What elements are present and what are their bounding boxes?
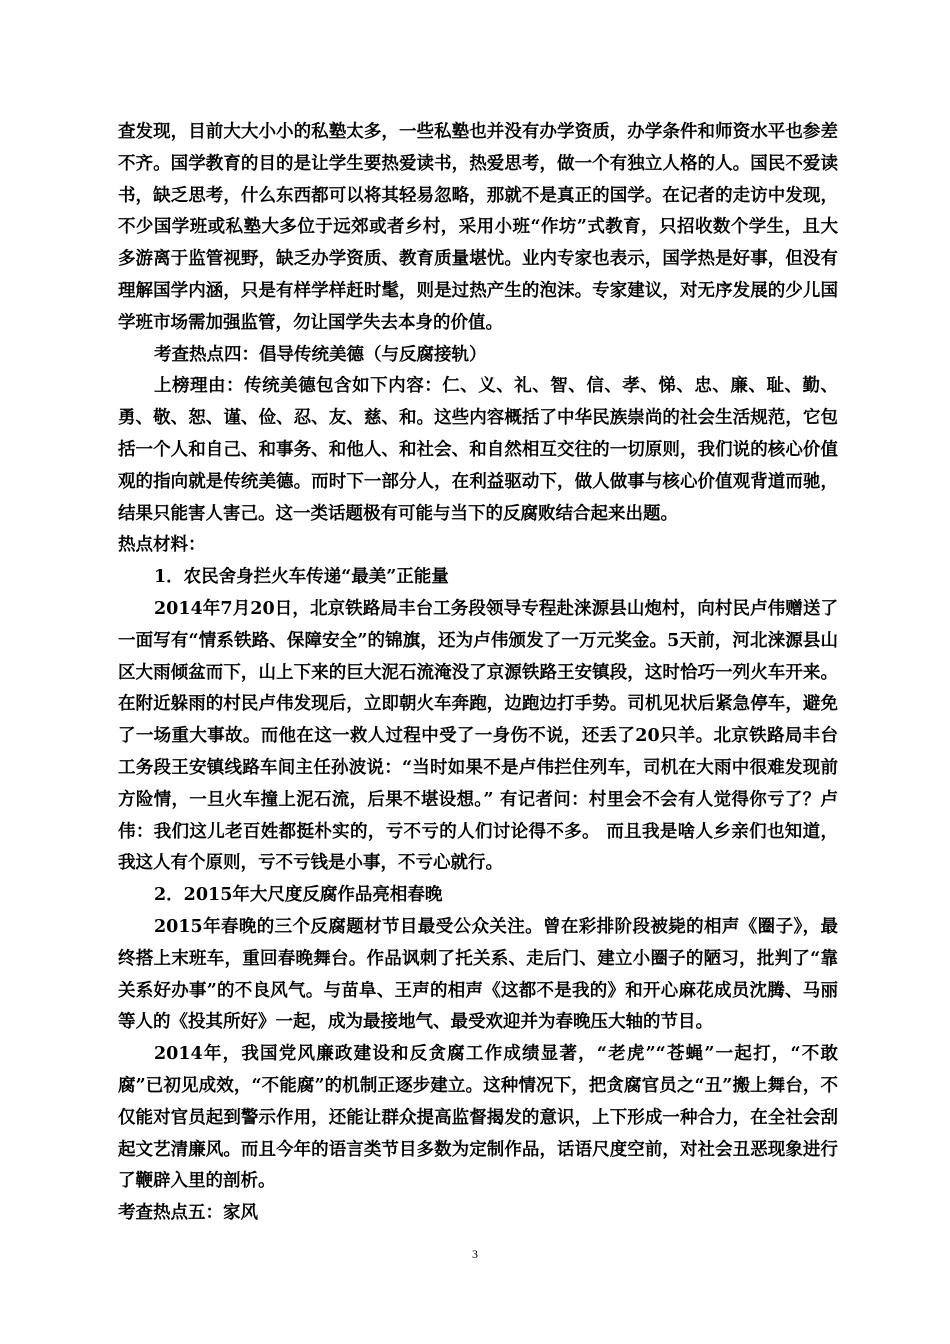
material-1-title: 1．农民舍身拦火车传递“最美”正能量	[154, 567, 449, 588]
material-2-title: 2．2015年大尺度反腐作品亮相春晚	[154, 885, 443, 906]
section-heading-4: 考查热点四：倡导传统美德（与反腐接轨）	[154, 344, 487, 365]
paragraph-reason: 上榜理由：传统美德包含如下内容：仁、义、礼、智、信、孝、悌、忠、廉、耻、勤、勇、敬、恕、谨、俭、忍、友、慈、和。这些内容概括了中华民族崇尚的社会生活规范，它包括一个人和自己、和事务、和他人、和社会、和自然相互交往的一切原则，我们说的核心价值观的指向就是传统美德。而时下一部分人，在利益驱动下，做人做事与核心价值观背道而驰，结果只能害人害己。这一类话题极有可能与当下的反腐败结合起来出题。	[118, 376, 838, 524]
section-heading-5: 考查热点五：家风	[118, 1203, 258, 1224]
material-2-analysis: 2014年，我国党风廉政建设和反贪腐工作成绩显著，“老虎”“苍蝇”一起打，“不敢腐”已初见成效，“不能腐”的机制正逐步建立。这种情况下，把贪腐官员之“丑”搬上舞台，不仅能对官员起到警示作用，还能让群众提高监督揭发的意识，上下形成一种合力，在全社会刮起文艺清廉风。而且今年的语言类节目多数为定制作品，话语尺度空前，对社会丑恶现象进行了鞭辟入里的剖析。	[118, 1044, 838, 1192]
document-body	[118, 117, 838, 1230]
paragraph-guoxue-continuation: 查发现，目前大大小小的私塾太多，一些私塾也并没有办学资质，办学条件和师资水平也参差不齐。国学教育的目的是让学生要热爱读书，热爱思考，做一个有独立人格的人。国民不爱读书，缺乏思考，什么东西都可以将其轻易忽略，那就不是真正的国学。在记者的走访中发现，不少国学班或私塾大多位于远郊或者乡村，采用小班“作坊”式教育，只招收数个学生，且大多游离于监管视野，缺乏办学资质、教育质量堪忧。业内专家也表示，国学热是好事，但没有理解国学内涵，只是有样学样赶时髦，则是过热产生的泡沫。专家建议，对无序发展的少儿国学班市场需加强监管，勿让国学失去本身的价值。	[118, 122, 838, 333]
page-number: 3	[472, 1247, 478, 1261]
materials-heading: 热点材料：	[118, 535, 206, 556]
material-1-body: 2014年7月20日，北京铁路局丰台工务段领导专程赴涞源县山炮村，向村民卢伟赠送了一面写有“情系铁路、保障安全”的锦旗，还为卢伟颁发了一万元奖金。5天前，河北涞源县山区大雨倾盆而下，山上下来的巨大泥石流淹没了京源铁路王安镇段，这时恰巧一列火车开来。在附近躲雨的村民卢伟发现后，立即朝火车奔跑，边跑边打手势。司机见状后紧急停车，避免了一场重大事故。而他在这一救人过程中受了一身伤不说，还丢了20只羊。北京铁路局丰台工务段王安镇线路车间主任孙波说：“当时如果不是卢伟拦住列车，司机在大雨中很难发现前方险情，一旦火车撞上泥石流，后果不堪设想。” 有记者问：村里会不会有人觉得你亏了？卢伟：我们这儿老百姓都挺朴实的，亏不亏的人们讨论得不多。 而且我是啥人乡亲们也知道，我这人有个原则，亏不亏钱是小事，不亏心就行。	[118, 598, 838, 874]
material-2-body: 2015年春晚的三个反腐题材节目最受公众关注。曾在彩排阶段被毙的相声《圈子》，最终搭上末班车，重回春晚舞台。作品讽刺了托关系、走后门、建立小圈子的陋习，批判了“靠关系好办事”的不良风气。与苗阜、王声的相声《这都不是我的》和开心麻花成员沈腾、马丽等人的《投其所好》一起，成为最接地气、最受欢迎并为春晚压大轴的节目。	[118, 916, 838, 1033]
